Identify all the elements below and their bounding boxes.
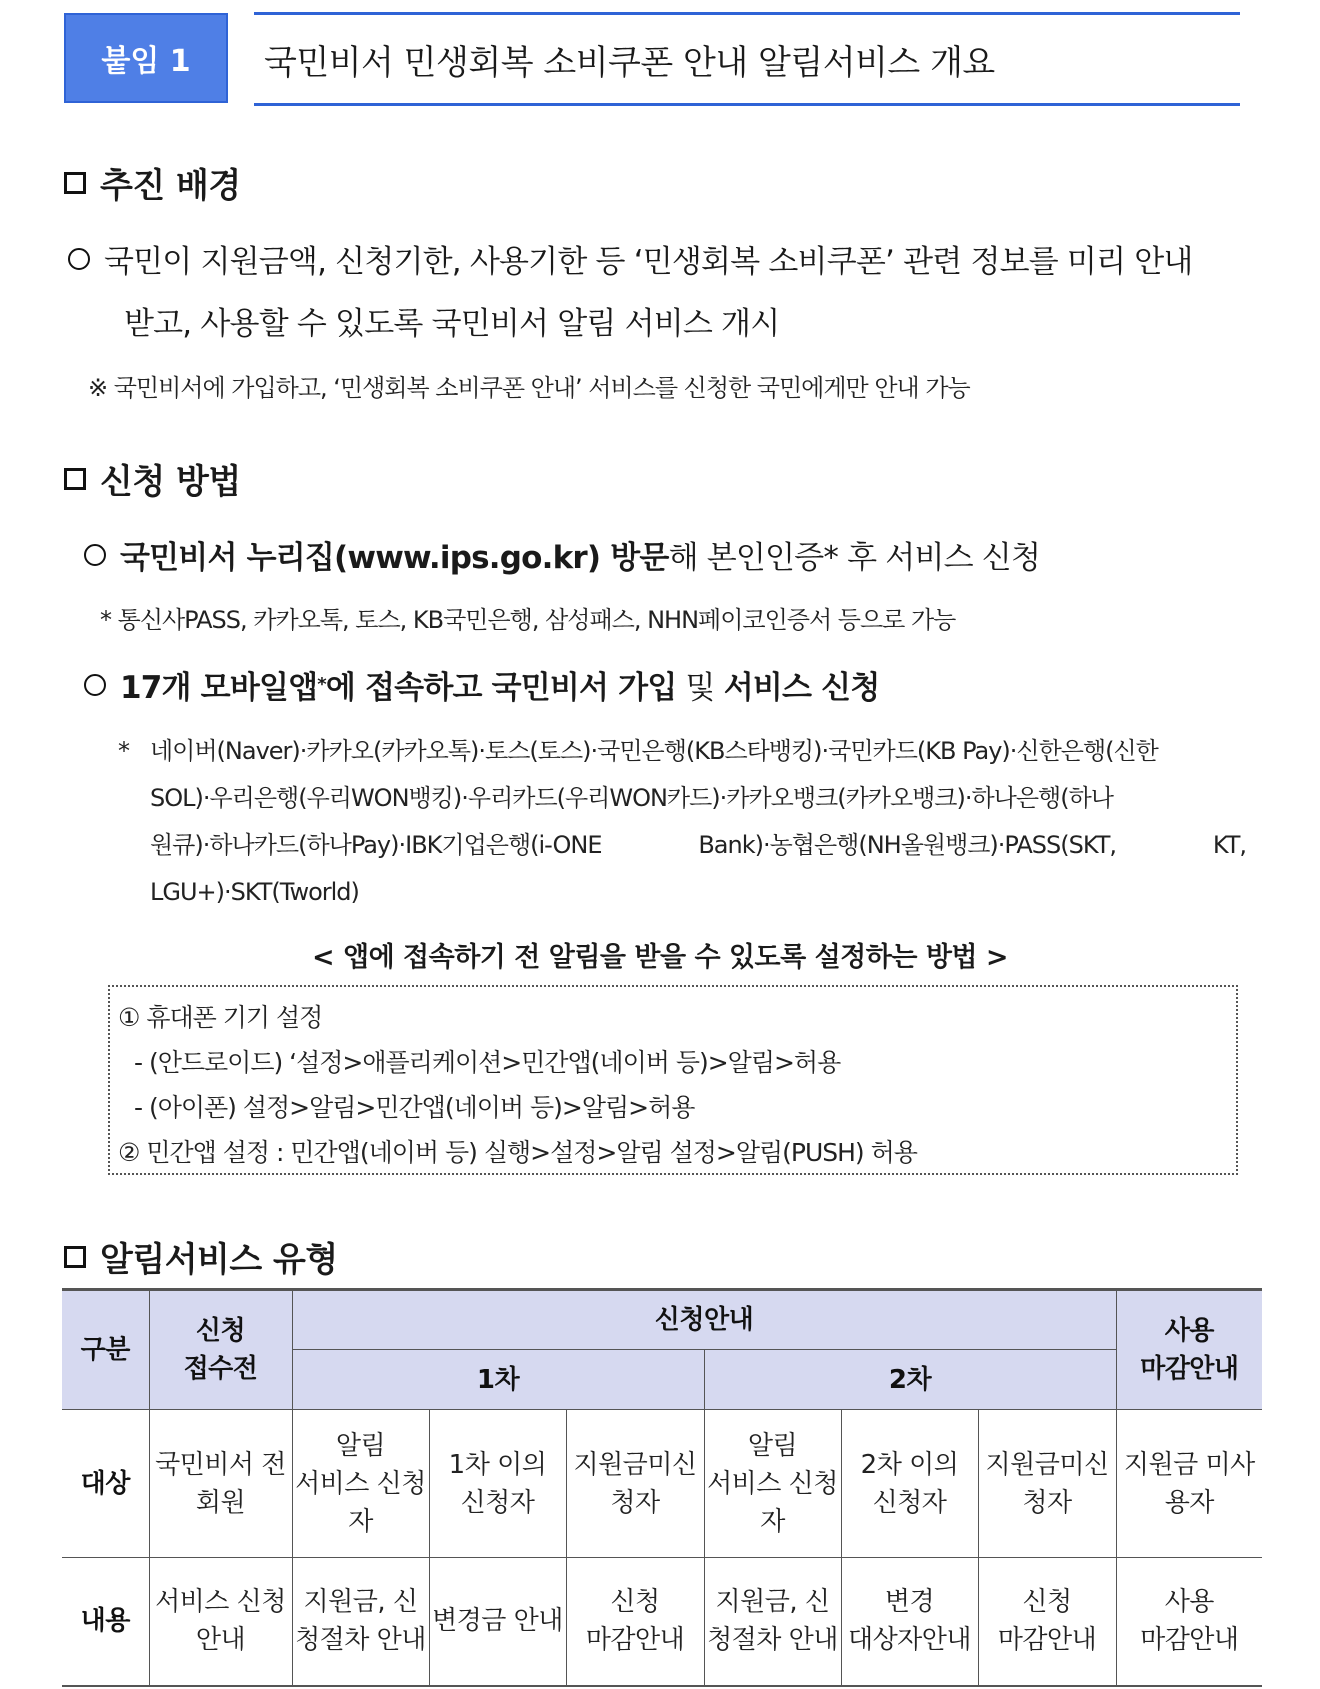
- table-row-content: [62, 1558, 1262, 1686]
- notification-setup-title: < 앱에 접속하기 전 알림을 받을 수 있도록 설정하는 방법 >: [311, 942, 1009, 973]
- table-cell: 지원금, 신 청절차 안내: [704, 1558, 841, 1686]
- bullet-bold-text: 17개 모바일앱: [120, 670, 318, 706]
- app-list-line: [118, 775, 1246, 822]
- row-label-content: 내용: [62, 1558, 149, 1686]
- auth-methods-note: * 통신사PASS, 카카오톡, 토스, KB국민은행, 삼성패스, NHN페이코인증서 등으로 가능: [100, 606, 956, 634]
- mobile-app-list: [118, 728, 1246, 916]
- header-usage-deadline: 사용 마감안내: [1116, 1290, 1262, 1410]
- background-bullet-continued: 받고, 사용할 수 있도록 국민비서 알림 서비스 개시: [124, 306, 780, 342]
- square-bullet-icon: [64, 172, 86, 194]
- bullet-text: 해 본인인증* 후 서비스 신청: [668, 540, 1041, 576]
- table-cell: 알림 서비스 신청 자: [292, 1410, 429, 1558]
- table-cell: 지원금 미사 용자: [1116, 1410, 1262, 1558]
- circle-bullet-icon: [84, 544, 106, 566]
- background-bullet: [68, 236, 1193, 281]
- background-note: ※ 국민비서에 가입하고, ‘민생회복 소비쿠폰 안내’ 서비스를 신청한 국민에게만 안내 가능: [88, 374, 970, 402]
- table-cell: 신청 마감안내: [566, 1558, 704, 1686]
- table-cell: 지원금미신 청자: [566, 1410, 704, 1558]
- section-types-heading: [64, 1232, 338, 1281]
- app-list-line: [118, 822, 1246, 869]
- header-before-application: 신청 접수전: [149, 1290, 292, 1410]
- bullet-text: 국민이 지원금액, 신청기한, 사용기한 등 ‘민생회복 소비쿠폰’ 관련 정보를 미리 안내: [104, 244, 1193, 280]
- table-cell: 1차 이의 신청자: [429, 1410, 566, 1558]
- footnote-marker: *: [118, 737, 129, 765]
- table-cell: 알림 서비스 신청 자: [704, 1410, 841, 1558]
- app-list-text: LGU+)·SKT(Tworld): [150, 878, 359, 906]
- bullet-bold-text: 에 접속하고 국민비서 가입: [325, 670, 677, 706]
- app-list-text: Bank)·농협은행(NH올원뱅크)·PASS(SKT,: [698, 831, 1117, 859]
- section-background-heading: [64, 158, 241, 207]
- table-cell: 2차 이의 신청자: [841, 1410, 978, 1558]
- header-second-round: 2차: [704, 1350, 1116, 1410]
- document-title: [254, 12, 1240, 106]
- notification-types-table: [62, 1288, 1262, 1687]
- section-heading-text: 알림서비스 유형: [100, 1240, 338, 1280]
- app-list-text: SOL)·우리은행(우리WON뱅킹)·우리카드(우리WON카드)·카카오뱅크(카카오뱅크)·하나은행(하나: [150, 784, 1113, 812]
- section-method-heading: [64, 454, 241, 503]
- setup-substep: - (안드로이드) ‘설정>애플리케이션>민간앱(네이버 등)>알림>허용: [134, 1048, 841, 1077]
- table-cell: 사용 마감안내: [1116, 1558, 1262, 1686]
- setup-step: ① 휴대폰 기기 설정: [118, 1003, 323, 1032]
- header-category: 구분: [62, 1290, 149, 1410]
- app-list-line: [118, 728, 1246, 775]
- header-first-round: 1차: [292, 1350, 704, 1410]
- table-cell: 변경금 안내: [429, 1558, 566, 1686]
- table-cell: 국민비서 전 회원: [149, 1410, 292, 1558]
- notification-setup-box: [108, 985, 1238, 1175]
- method-bullet-website: [84, 532, 1040, 577]
- section-heading-text: 추진 배경: [100, 166, 241, 206]
- row-label-target: 대상: [62, 1410, 149, 1558]
- table-cell: 지원금, 신 청절차 안내: [292, 1558, 429, 1686]
- app-list-line: [118, 869, 1246, 916]
- document-title-text: 국민비서 민생회복 소비쿠폰 안내 알림서비스 개요: [264, 42, 995, 83]
- circle-bullet-icon: [68, 248, 90, 270]
- table-cell: 신청 마감안내: [978, 1558, 1116, 1686]
- table-cell: 서비스 신청 안내: [149, 1558, 292, 1686]
- footnote-marker: *: [317, 674, 326, 695]
- table-row-target: [62, 1410, 1262, 1558]
- app-list-text: KT,: [1212, 831, 1246, 859]
- bullet-bold-text: 국민비서 누리집(www.ips.go.kr) 방문: [120, 540, 669, 576]
- attachment-badge: 붙임 1: [64, 13, 228, 103]
- setup-substep: - (아이폰) 설정>알림>민간앱(네이버 등)>알림>허용: [134, 1093, 695, 1122]
- app-list-text: 네이버(Naver)·카카오(카카오톡)·토스(토스)·국민은행(KB스타뱅킹)·국민카드(KB Pay)·신한은행(신한: [150, 737, 1158, 765]
- method-bullet-mobile-apps: [84, 662, 879, 707]
- header-application-guide: 신청안내: [292, 1290, 1116, 1350]
- bullet-text: 및: [676, 670, 724, 706]
- square-bullet-icon: [64, 468, 86, 490]
- table-cell: 변경 대상자안내: [841, 1558, 978, 1686]
- circle-bullet-icon: [84, 674, 106, 696]
- setup-step: ② 민간앱 설정 : 민간앱(네이버 등) 실행>설정>알림 설정>알림(PUSH) 허용: [118, 1138, 917, 1167]
- table-cell: 지원금미신 청자: [978, 1410, 1116, 1558]
- app-list-text: 원큐)·하나카드(하나Pay)·IBK기업은행(i-ONE: [150, 831, 602, 859]
- bullet-bold-text: 서비스 신청: [723, 670, 880, 706]
- square-bullet-icon: [64, 1246, 86, 1268]
- section-heading-text: 신청 방법: [100, 462, 241, 502]
